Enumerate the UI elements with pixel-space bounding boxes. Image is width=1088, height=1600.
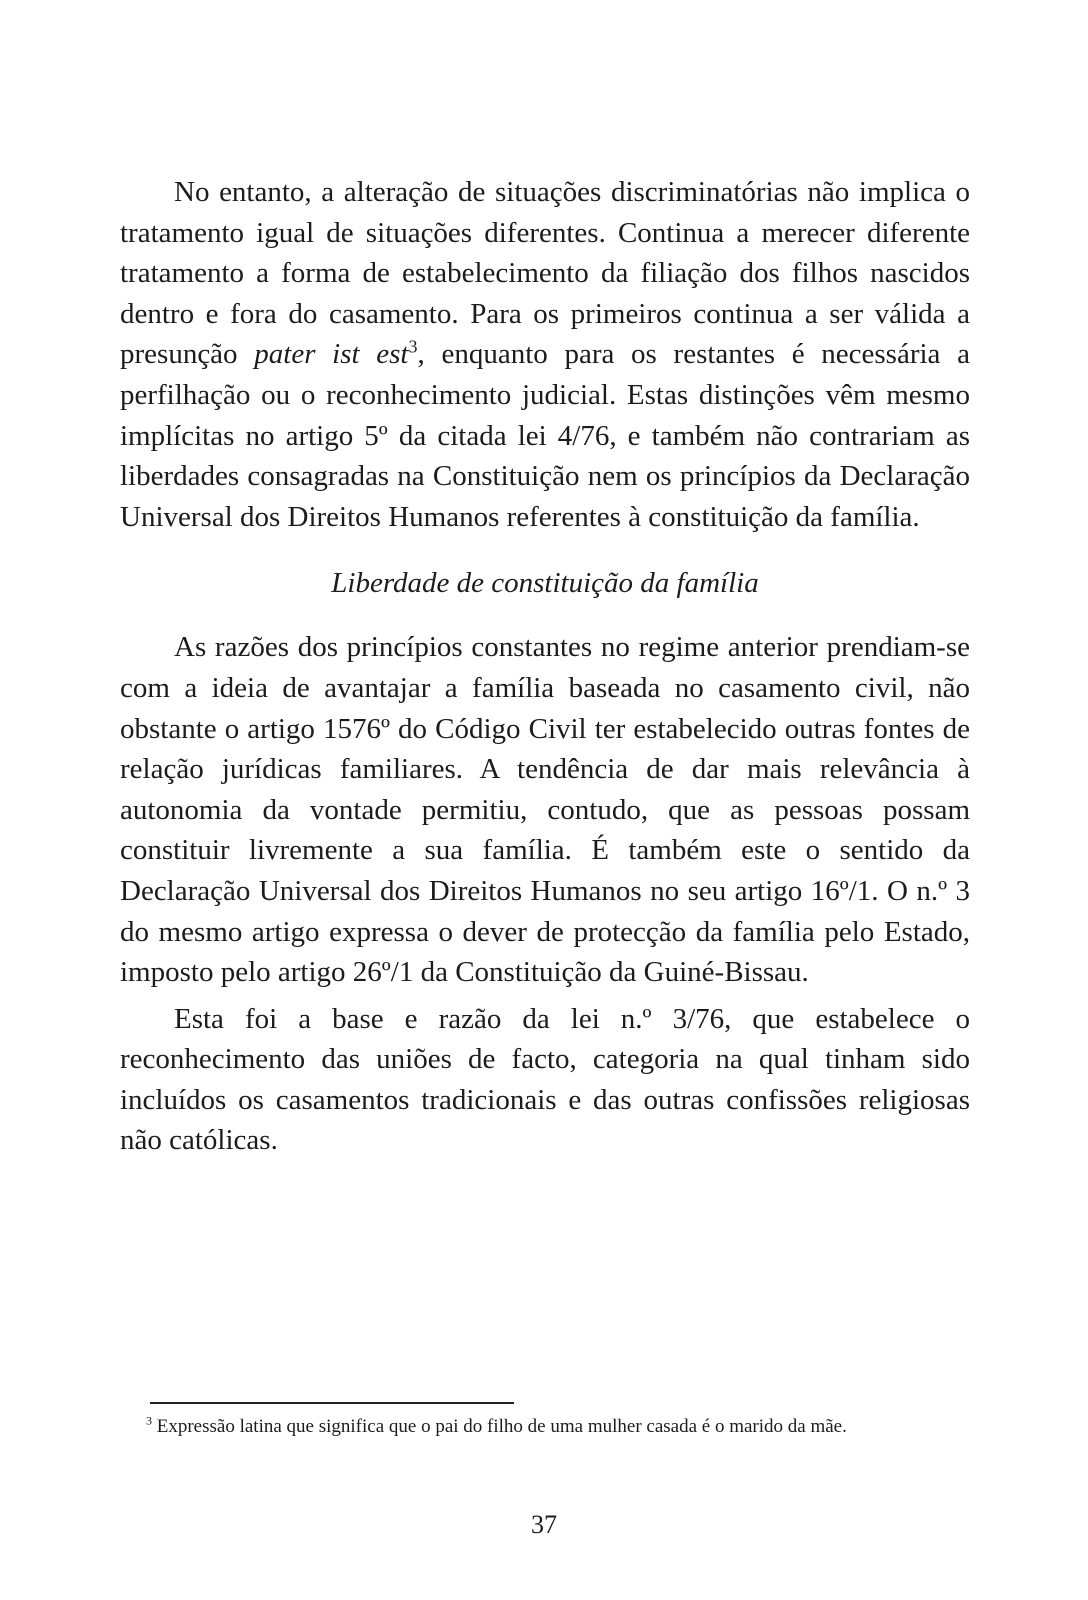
latin-phrase: pater ist est xyxy=(254,338,409,371)
footnote-reference[interactable]: 3 xyxy=(408,336,418,357)
page-number: 37 xyxy=(531,1510,557,1539)
footnote-text: Expressão latina que significa que o pai do filho de uma mulher casada é o marido da mãe. xyxy=(156,1416,847,1437)
paragraph-2: As razões dos princípios constantes no regime anterior prendiam-se com a ideia de avantajar a família baseada no casamento civil, não obstante o artigo 1576º do Código Civil ter estabelecido outras fontes de relação jurídicas familiares. A tendência de dar mais relevância à autonomia da vontade permitiu, contudo, que as pessoas possam constituir livremente a sua família. É também este o sentido da Declaração Universal dos Direitos Humanos no seu artigo 16º/1. O n.º 3 do mesmo artigo expressa o dever de protecção da família pelo Estado, imposto pelo artigo 26º/1 da Constituição da Guiné-Bissau. xyxy=(120,631,970,989)
footnote-number: 3 xyxy=(146,1413,152,1428)
paragraph-1-text-start: No entanto, a alteração de situações discriminatórias não implica o tratamento igual de situações diferentes. Continua a merecer diferente tratamento a forma de estabelecimento da filiação dos filhos nascidos dentro e fora do casamento. Para os primeiros continua a ser válida a presunção xyxy=(120,176,970,371)
paragraph-3: Esta foi a base e razão da lei n.º 3/76, que estabelece o reconhecimento das uniões de facto, categoria na qual tinham sido incluídos os casamentos tradicionais e das outras confissões religiosas não católicas. xyxy=(120,1002,970,1157)
section-heading: Liberdade de constituição da família xyxy=(331,567,759,600)
paragraph-1 xyxy=(120,172,970,537)
page-body xyxy=(120,172,970,1161)
footnote xyxy=(122,1412,938,1442)
paragraph-1-text-end: , enquanto para os restantes é necessária a perfilhação ou o reconhecimento judicial. Estas distinções vêm mesmo implícitas no artigo 5º da citada lei 4/76, e também não contrariam as liberdades consagradas na Constituição nem os princípios da Declaração Universal dos Direitos Humanos referentes à constituição da família. xyxy=(120,338,970,533)
footnote-divider xyxy=(150,1402,514,1404)
